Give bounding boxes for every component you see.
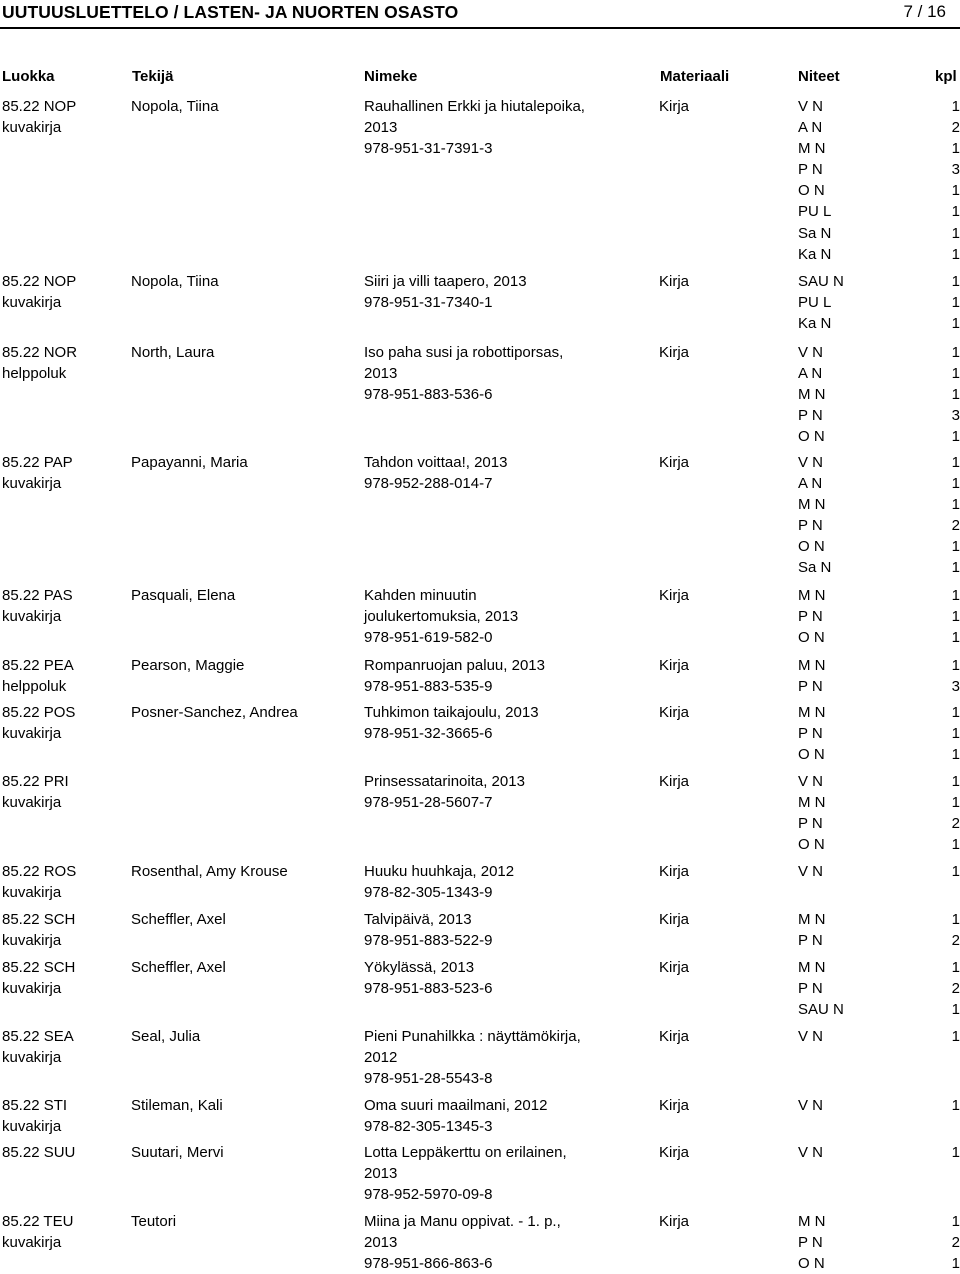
copy-location: P N [798,815,823,833]
copy-count: 1 [951,245,960,263]
copies-count-cell [940,1211,960,1274]
material-type: Kirja [659,959,690,976]
copies-count-cell [940,585,960,648]
title-cell [364,771,525,813]
classification-cell [2,1095,67,1137]
copy-count: 1 [951,863,960,880]
copy-location: M N [798,657,826,674]
material-cell [659,1095,689,1116]
class-type: kuvakirja [2,1049,62,1067]
title-line: 978-951-31-7340-1 [364,294,493,312]
class-code: 85.22 PRI [2,773,69,790]
copy-count: 1 [951,704,960,721]
class-type: kuvakirja [2,1234,62,1252]
copy-count: 1 [951,98,960,115]
copy-count: 2 [951,1234,960,1252]
copy-location: O N [798,629,825,647]
title-line: 978-951-32-3665-6 [364,725,493,743]
class-code: 85.22 STI [2,1097,68,1114]
author-name: Posner-Sanchez, Andrea [131,704,298,721]
copy-count: 1 [951,725,960,743]
title-line: 978-951-28-5607-7 [364,794,493,812]
copy-location: P N [798,678,823,696]
copy-count: 1 [951,454,960,471]
title-cell [364,271,527,313]
copy-count: 1 [951,773,960,790]
copy-count: 3 [951,678,960,696]
copies-count-cell [940,96,960,265]
title-line: 2012 [364,1049,398,1067]
copies-count-cell [940,271,960,334]
material-cell [659,342,689,363]
copy-location: P N [798,1234,823,1252]
title-cell [364,702,539,744]
class-code: 85.22 PAP [2,454,73,471]
material-cell [659,452,689,473]
copy-count: 1 [951,1213,960,1230]
material-type: Kirja [659,657,690,674]
copy-count: 1 [951,203,960,221]
copy-location: M N [798,704,826,721]
classification-cell [2,96,76,138]
material-type: Kirja [659,1144,690,1161]
title-line: 978-82-305-1345-3 [364,1118,493,1136]
class-code: 85.22 NOR [2,344,78,361]
copy-location: V N [798,98,824,115]
copy-count: 2 [951,119,960,137]
classification-cell [2,271,76,313]
copy-location: M N [798,794,826,812]
column-header-tekija: Tekijä [132,68,174,85]
copy-count: 1 [951,1144,960,1161]
author-name: Pearson, Maggie [131,657,245,674]
title-cell [364,1142,567,1205]
column-header-luokka: Luokka [2,68,55,85]
author-name: Pasquali, Elena [131,587,236,604]
copy-location: V N [798,1144,824,1161]
copy-count: 1 [951,959,960,976]
copy-count: 1 [951,794,960,812]
classification-cell [2,702,75,744]
author-cell [131,342,214,363]
copy-count: 1 [951,294,960,312]
classification-cell [2,342,77,384]
title-line: 978-82-305-1343-9 [364,884,493,902]
copy-count: 1 [951,140,960,158]
title-line: Tuhkimon taikajoulu, 2013 [364,704,539,721]
copies-location-cell [798,1142,823,1163]
copies-location-cell [798,271,844,334]
copies-location-cell [798,655,826,697]
material-type: Kirja [659,454,690,471]
classification-cell [2,1026,74,1068]
copies-count-cell [940,957,960,1020]
copy-location: V N [798,454,824,471]
copy-location: Sa N [798,224,832,242]
copies-location-cell [798,96,831,265]
copy-location: SAU N [798,1001,844,1019]
copy-location: M N [798,587,826,604]
author-cell [131,271,219,292]
copy-count: 1 [951,1097,960,1114]
copy-count: 1 [951,475,960,493]
author-name: North, Laura [131,344,215,361]
material-type: Kirja [659,344,690,361]
copy-location: P N [798,161,823,179]
title-line: Iso paha susi ja robottiporsas, [364,344,564,361]
title-line: 978-951-619-582-0 [364,629,493,647]
material-cell [659,909,689,930]
author-cell [131,585,235,606]
copies-count-cell [940,1095,960,1116]
classification-cell [2,1142,75,1163]
column-header-kpl: kpl [935,68,957,85]
class-code: 85.22 PEA [2,657,74,674]
copies-count-cell [940,655,960,697]
copy-location: A N [798,365,823,383]
class-type: kuvakirja [2,294,62,312]
title-line: Talvipäivä, 2013 [364,911,472,928]
copy-location: P N [798,517,823,535]
copy-location: P N [798,932,823,950]
material-cell [659,702,689,723]
title-line: 978-951-31-7391-3 [364,140,493,158]
copy-count: 1 [951,559,960,577]
material-cell [659,655,689,676]
copies-count-cell [940,342,960,447]
title-cell [364,861,514,903]
copies-count-cell [940,702,960,765]
material-type: Kirja [659,1213,690,1230]
column-header-niteet: Niteet [798,68,840,85]
material-type: Kirja [659,863,690,880]
copies-location-cell [798,771,826,855]
class-type: kuvakirja [2,980,62,998]
classification-cell [2,771,69,813]
title-line: 978-952-288-014-7 [364,475,493,493]
copy-location: O N [798,836,825,854]
title-line: Kahden minuutin [364,587,477,604]
material-type: Kirja [659,704,690,721]
material-type: Kirja [659,273,690,290]
author-cell [131,655,244,676]
author-name: Rosenthal, Amy Krouse [131,863,288,880]
material-cell [659,585,689,606]
author-name: Seal, Julia [131,1028,201,1045]
copy-location: SAU N [798,273,844,290]
copy-location: M N [798,959,826,976]
class-code: 85.22 POS [2,704,76,721]
copies-location-cell [798,1026,823,1047]
material-type: Kirja [659,773,690,790]
copy-location: O N [798,182,825,200]
copy-location: O N [798,1255,825,1273]
title-cell [364,585,518,648]
copy-location: P N [798,980,823,998]
title-line: 978-952-5970-09-8 [364,1186,493,1204]
title-line: Pieni Punahilkka : näyttämökirja, [364,1028,581,1045]
author-name: Papayanni, Maria [131,454,248,471]
copies-location-cell [798,1095,823,1116]
class-type: kuvakirja [2,884,62,902]
title-cell [364,342,563,405]
class-code: 85.22 ROS [2,863,77,880]
title-line: joulukertomuksia, 2013 [364,608,519,626]
title-line: Huuku huuhkaja, 2012 [364,863,515,880]
title-cell [364,957,492,999]
title-cell [364,1026,581,1089]
title-line: 2013 [364,1234,398,1252]
copy-count: 3 [951,161,960,179]
author-name: Scheffler, Axel [131,959,226,976]
copies-count-cell [940,452,960,579]
author-name: Nopola, Tiina [131,98,219,115]
copy-location: A N [798,475,823,493]
copies-location-cell [798,909,826,951]
classification-cell [2,452,73,494]
copy-count: 1 [951,428,960,446]
copy-location: M N [798,140,826,158]
title-cell [364,452,507,494]
copy-location: PU L [798,294,832,312]
class-type: helppoluk [2,678,67,696]
classification-cell [2,909,75,951]
column-header-materiaali: Materiaali [660,68,730,85]
author-cell [131,452,248,473]
copy-location: Ka N [798,315,832,333]
copy-count: 1 [951,1255,960,1273]
copy-count: 3 [951,407,960,425]
class-code: 85.22 NOP [2,273,77,290]
title-line: Prinsessatarinoita, 2013 [364,773,525,790]
copy-count: 1 [951,657,960,674]
title-line: Oma suuri maailmani, 2012 [364,1097,548,1114]
author-cell [131,1095,223,1116]
copy-count: 1 [951,1001,960,1019]
author-cell [131,1026,200,1047]
author-name: Suutari, Mervi [131,1144,224,1161]
copy-location: P N [798,407,823,425]
title-line: Yökylässä, 2013 [364,959,475,976]
copy-location: M N [798,386,826,404]
material-cell [659,861,689,882]
copy-location: M N [798,1213,826,1230]
copy-location: V N [798,773,824,790]
copies-location-cell [798,342,826,447]
copies-location-cell [798,861,823,882]
author-name: Teutori [131,1213,177,1230]
classification-cell [2,861,76,903]
copy-location: V N [798,1097,824,1114]
copies-count-cell [940,771,960,855]
class-type: helppoluk [2,365,67,383]
copies-location-cell [798,702,826,765]
copy-location: O N [798,538,825,556]
material-cell [659,771,689,792]
copy-count: 2 [951,932,960,950]
copy-count: 1 [951,911,960,928]
class-type: kuvakirja [2,608,62,626]
material-cell [659,96,689,117]
classification-cell [2,1211,73,1253]
column-header-nimeke: Nimeke [364,68,418,85]
author-cell [131,96,219,117]
copy-count: 1 [951,365,960,383]
author-cell [131,861,288,882]
copy-location: V N [798,1028,824,1045]
author-cell [131,1211,176,1232]
copy-count: 1 [951,344,960,361]
class-code: 85.22 SEA [2,1028,74,1045]
material-cell [659,1026,689,1047]
copy-location: O N [798,428,825,446]
class-type: kuvakirja [2,794,62,812]
title-line: 2013 [364,119,398,137]
copy-location: Ka N [798,245,832,263]
copy-count: 1 [951,629,960,647]
copies-count-cell [940,861,960,882]
title-line: Siiri ja villi taapero, 2013 [364,273,527,290]
title-line: 978-951-866-863-6 [364,1255,493,1273]
copy-count: 1 [951,836,960,854]
document-title: UUTUUSLUETTELO / LASTEN- JA NUORTEN OSASTO [2,2,459,22]
class-code: 85.22 SUU [2,1144,76,1161]
title-line: Tahdon voittaa!, 2013 [364,454,508,471]
copy-count: 1 [951,496,960,514]
author-cell [131,702,298,723]
copies-count-cell [940,909,960,951]
copy-location: P N [798,608,823,626]
copy-location: V N [798,344,824,361]
author-cell [131,1142,224,1163]
classification-cell [2,957,75,999]
title-cell [364,655,545,697]
copy-location: Sa N [798,559,832,577]
title-line: Lotta Leppäkerttu on erilainen, [364,1144,567,1161]
copy-location: M N [798,911,826,928]
title-line: 2013 [364,365,398,383]
copy-location: V N [798,863,824,880]
copy-count: 1 [951,538,960,556]
copy-location: O N [798,746,825,764]
class-code: 85.22 SCH [2,911,76,928]
class-code: 85.22 SCH [2,959,76,976]
title-cell [364,1095,547,1137]
copy-count: 1 [951,1028,960,1045]
copy-count: 1 [951,746,960,764]
class-code: 85.22 TEU [2,1213,74,1230]
class-code: 85.22 NOP [2,98,77,115]
classification-cell [2,655,74,697]
copy-count: 2 [951,517,960,535]
page-number: 7 / 16 [903,2,946,21]
author-cell [131,957,226,978]
class-type: kuvakirja [2,119,62,137]
material-type: Kirja [659,98,690,115]
class-type: kuvakirja [2,1118,62,1136]
author-name: Scheffler, Axel [131,911,226,928]
copy-count: 1 [951,386,960,404]
copy-count: 1 [951,608,960,626]
copy-count: 1 [951,273,960,290]
classification-cell [2,585,73,627]
class-type: kuvakirja [2,475,62,493]
material-cell [659,1211,689,1232]
title-line: Rompanruojan paluu, 2013 [364,657,545,674]
title-cell [364,1211,561,1274]
title-line: 978-951-883-535-9 [364,678,493,696]
copies-location-cell [798,585,826,648]
title-line: Miina ja Manu oppivat. - 1. p., [364,1213,561,1230]
copies-location-cell [798,452,831,579]
class-type: kuvakirja [2,725,62,743]
class-code: 85.22 PAS [2,587,73,604]
copy-count: 1 [951,224,960,242]
copies-location-cell [798,957,844,1020]
copy-count: 1 [951,587,960,604]
material-type: Kirja [659,1028,690,1045]
material-cell [659,1142,689,1163]
copy-location: PU L [798,203,832,221]
copy-count: 2 [951,980,960,998]
author-cell [131,909,226,930]
title-cell [364,96,585,159]
copy-count: 1 [951,315,960,333]
material-type: Kirja [659,1097,690,1114]
copies-count-cell [940,1142,960,1163]
title-line: Rauhallinen Erkki ja hiutalepoika, [364,98,585,115]
title-line: 978-951-28-5543-8 [364,1070,493,1088]
author-name: Nopola, Tiina [131,273,219,290]
title-cell [364,909,492,951]
material-cell [659,271,689,292]
title-line: 2013 [364,1165,398,1183]
copy-location: A N [798,119,823,137]
material-type: Kirja [659,911,690,928]
material-type: Kirja [659,587,690,604]
material-cell [659,957,689,978]
class-type: kuvakirja [2,932,62,950]
title-line: 978-951-883-522-9 [364,932,493,950]
copy-location: P N [798,725,823,743]
copy-count: 1 [951,182,960,200]
copies-count-cell [940,1026,960,1047]
copy-location: M N [798,496,826,514]
author-name: Stileman, Kali [131,1097,223,1114]
title-line: 978-951-883-523-6 [364,980,493,998]
copies-location-cell [798,1211,826,1274]
title-line: 978-951-883-536-6 [364,386,493,404]
copy-count: 2 [951,815,960,833]
